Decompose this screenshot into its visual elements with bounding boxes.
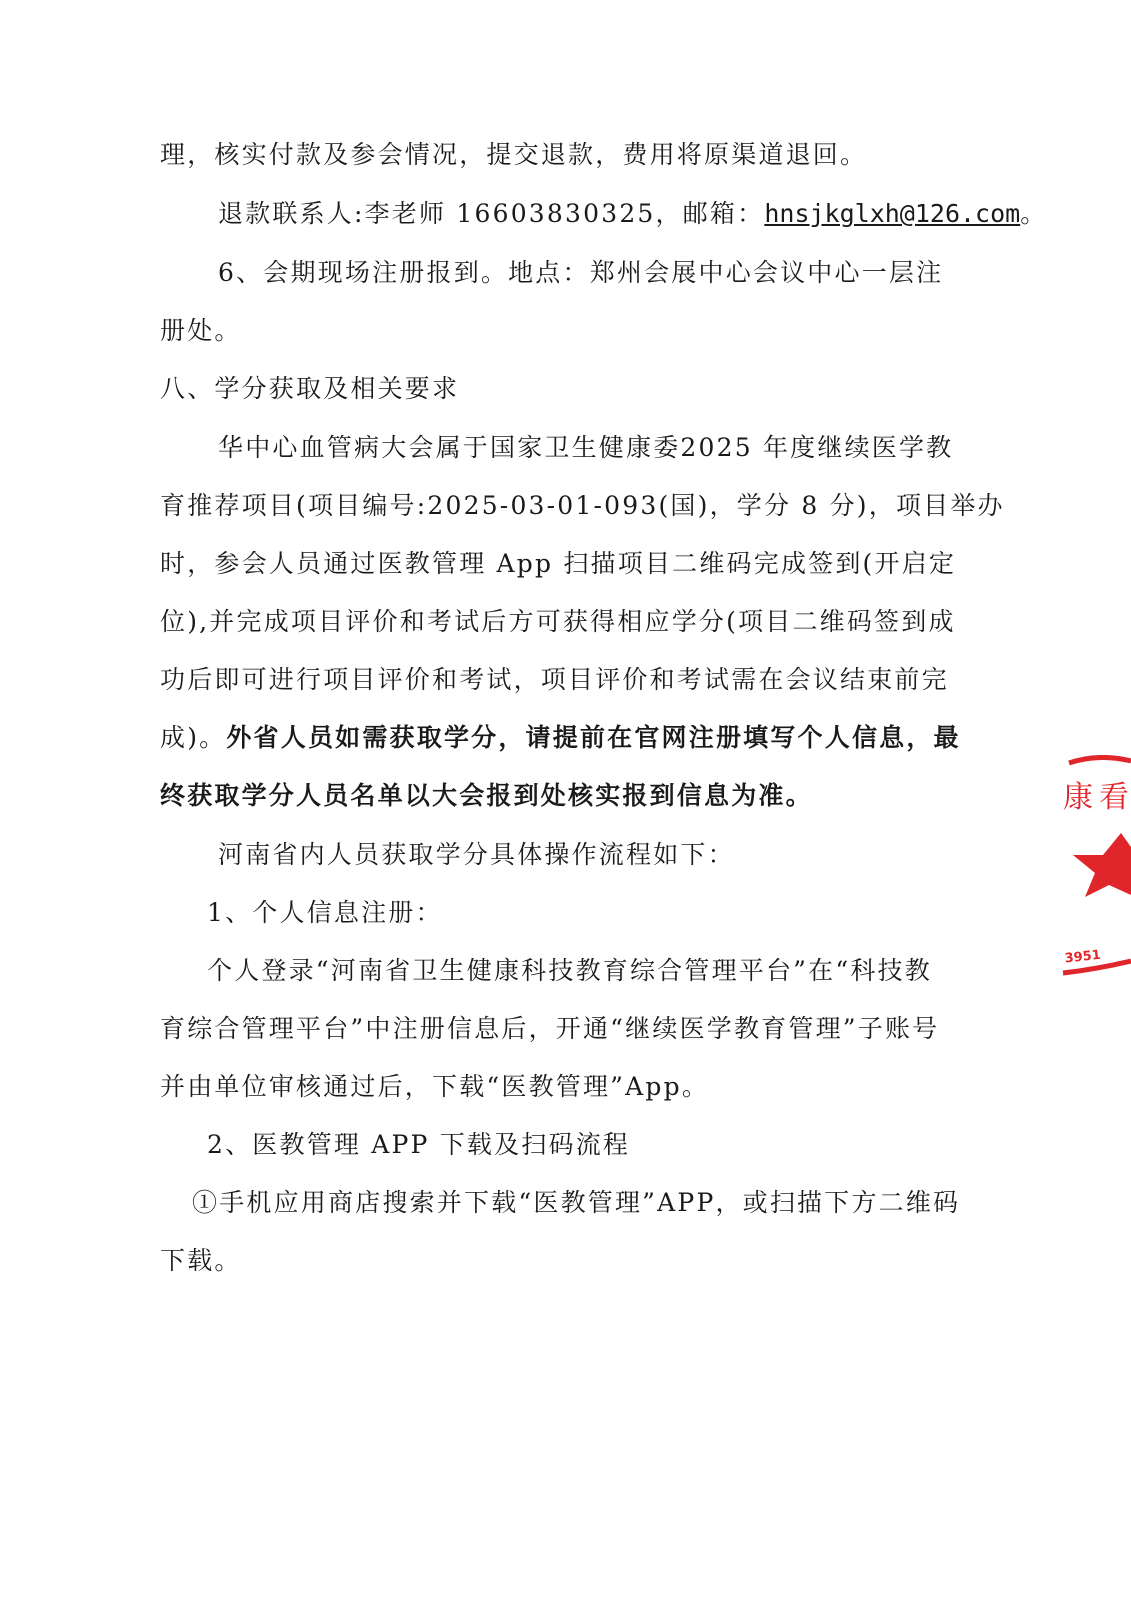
refund-contact-suffix: 。 <box>1020 199 1048 228</box>
stamp-star-icon <box>1073 833 1131 897</box>
paragraph-line: 个人登录“河南省卫生健康科技教育综合管理平台”在“科技教 <box>207 956 932 985</box>
subsection-intro: 河南省内人员获取学分具体操作流程如下： <box>218 840 735 869</box>
paragraph-line: 6、会期现场注册报到。地点：郑州会展中心会议中心一层注 <box>218 258 944 287</box>
bold-notice-line: 终获取学分人员名单以大会报到处核实报到信息为准。 <box>160 781 813 810</box>
bold-notice-text: 外省人员如需获取学分，请提前在官网注册填写个人信息，最 <box>226 723 961 752</box>
paragraph-line: 并由单位审核通过后，下载“医教管理”App。 <box>160 1072 710 1101</box>
refund-email-link[interactable]: hnsjkglxh@126.com <box>764 199 1021 228</box>
paragraph-line: ①手机应用商店搜索并下载“医教管理”APP，或扫描下方二维码 <box>192 1188 961 1217</box>
paragraph-line: 位),并完成项目评价和考试后方可获得相应学分(项目二维码签到成 <box>160 607 956 636</box>
paragraph-line: 下载。 <box>160 1246 242 1275</box>
paragraph-line: 功后即可进行项目评价和考试，项目评价和考试需在会议结束前完 <box>160 665 949 694</box>
paragraph-line: 时，参会人员通过医教管理 App 扫描项目二维码完成签到(开启定 <box>160 549 957 578</box>
paragraph-line-mixed <box>160 721 960 755</box>
paragraph-line: 华中心血管病大会属于国家卫生健康委2025 年度继续医学教 <box>218 433 954 462</box>
paragraph-line: 册处。 <box>160 316 242 345</box>
stamp-char: 看 <box>1099 780 1129 815</box>
section-heading: 八、学分获取及相关要求 <box>160 374 460 403</box>
refund-contact-line <box>218 197 1048 231</box>
paragraph-text: 成)。 <box>160 723 227 752</box>
paragraph-line: 育推荐项目(项目编号:2025-03-01-093(国)，学分 8 分)，项目举办 <box>160 491 1005 520</box>
paragraph-line: 理，核实付款及参会情况，提交退款，费用将原渠道退回。 <box>160 140 868 169</box>
paragraph-line: 育综合管理平台”中注册信息后，开通“继续医学教育管理”子账号 <box>160 1014 940 1043</box>
step-heading: 2、医教管理 APP 下载及扫码流程 <box>207 1130 631 1159</box>
official-seal-stamp <box>1059 755 1131 990</box>
refund-contact-text: 退款联系人:李老师 16603830325，邮箱： <box>218 199 765 228</box>
stamp-char: 康 <box>1063 780 1093 815</box>
step-heading: 1、个人信息注册： <box>207 898 443 927</box>
stamp-digits: 3951 <box>1063 947 1102 967</box>
